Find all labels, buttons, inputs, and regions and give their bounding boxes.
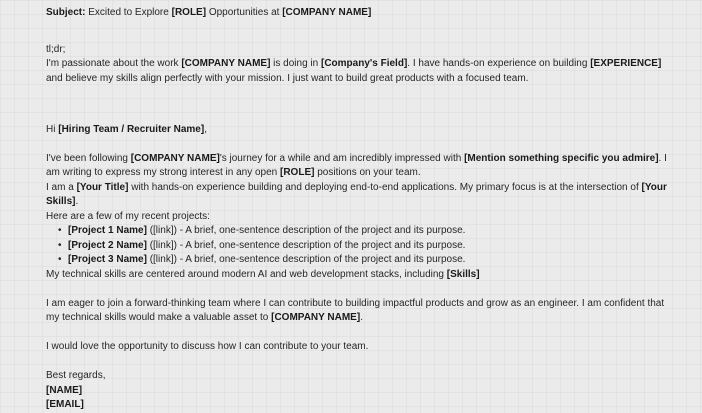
signoff-closing: Best regards, [46,370,106,381]
subject-text: Opportunities at [206,7,283,18]
paragraph-text: 's journey for a while and am incredibly impressed with [219,152,465,164]
name-placeholder: [NAME] [46,384,83,396]
paragraph-text: . [360,312,363,323]
title-placeholder: [Your Title] [76,181,129,193]
greeting-text: , [204,123,207,135]
paragraph-text: with hands-on experience building and deploying end-to-end applications. My primary focus is at the intersection of [128,181,642,193]
intro-paragraph [46,152,676,181]
project-name: [Project 3 Name] [68,254,147,265]
skills-placeholder: [Your Skills] [46,181,670,207]
paragraph-text: I am eager to join a forward-thinking team where I can contribute to building impactful products and grow as an engineer. I am confident that my technical skills would make a valuable asset to [46,297,667,323]
paragraph-text: I've been following [46,152,131,164]
tldr-text: I'm passionate about the work [46,58,182,69]
list-item [58,253,676,268]
subject-text: Excited to Explore [85,7,172,18]
subject-company-placeholder: [COMPANY NAME] [282,7,372,18]
tldr-text: . I have hands-on experience on building [407,58,591,69]
email-document [46,6,676,413]
company-placeholder: [COMPANY NAME] [271,312,361,323]
project-description: ([link]) - A brief, one-sentence description of the project and its purpose. [146,254,466,265]
paragraph-text: positions on your team. [314,167,421,178]
paragraph-text: My technical skills are centered around modern AI and web development stacks, including [46,268,447,280]
list-item [58,239,676,254]
skills-placeholder: [Skills] [446,268,480,280]
role-placeholder: [ROLE] [280,167,315,178]
email-placeholder: [EMAIL] [46,399,84,410]
tldr-text: and believe my skills align perfectly with your mission. I just want to build great products with a focused team. [46,58,665,84]
signoff-email [46,398,676,413]
paragraph-text: . [75,196,79,207]
field-placeholder: [Company's Field] [321,58,408,69]
subject-role-placeholder: [ROLE] [171,7,207,18]
subject-label: Subject: [46,7,86,18]
recipient-placeholder: [Hiring Team / Recruiter Name] [58,123,205,135]
experience-placeholder: [EXPERIENCE] [590,58,662,69]
paragraph-text: I am a [46,181,77,193]
project-name: [Project 2 Name] [68,239,147,251]
title-paragraph [46,181,676,210]
projects-list [46,224,676,268]
greeting [46,123,676,138]
tldr-paragraph [46,57,676,86]
projects-intro: Here are a few of my recent projects: [46,210,210,222]
paragraph-text: . I am writing to express my strong interest in any open [46,152,670,178]
list-item [58,224,676,239]
company-placeholder: [COMPANY NAME] [130,152,220,164]
eager-paragraph [46,297,676,326]
company-placeholder: [COMPANY NAME] [181,58,271,69]
tldr-label: tl;dr; [46,43,66,55]
project-description: ([link]) - A brief, one-sentence description of the project and its purpose. [146,239,466,251]
project-name: [Project 1 Name] [68,225,147,236]
greeting-text: Hi [46,123,59,135]
tldr-text: is doing in [270,58,321,69]
skills-line [46,268,676,283]
project-description: ([link]) - A brief, one-sentence description of the project and its purpose. [146,225,466,236]
specific-placeholder: [Mention something specific you admire] [464,152,659,164]
subject-line [46,6,676,21]
signoff-name [46,384,676,399]
closing-paragraph: I would love the opportunity to discuss how I can contribute to your team. [46,341,369,352]
